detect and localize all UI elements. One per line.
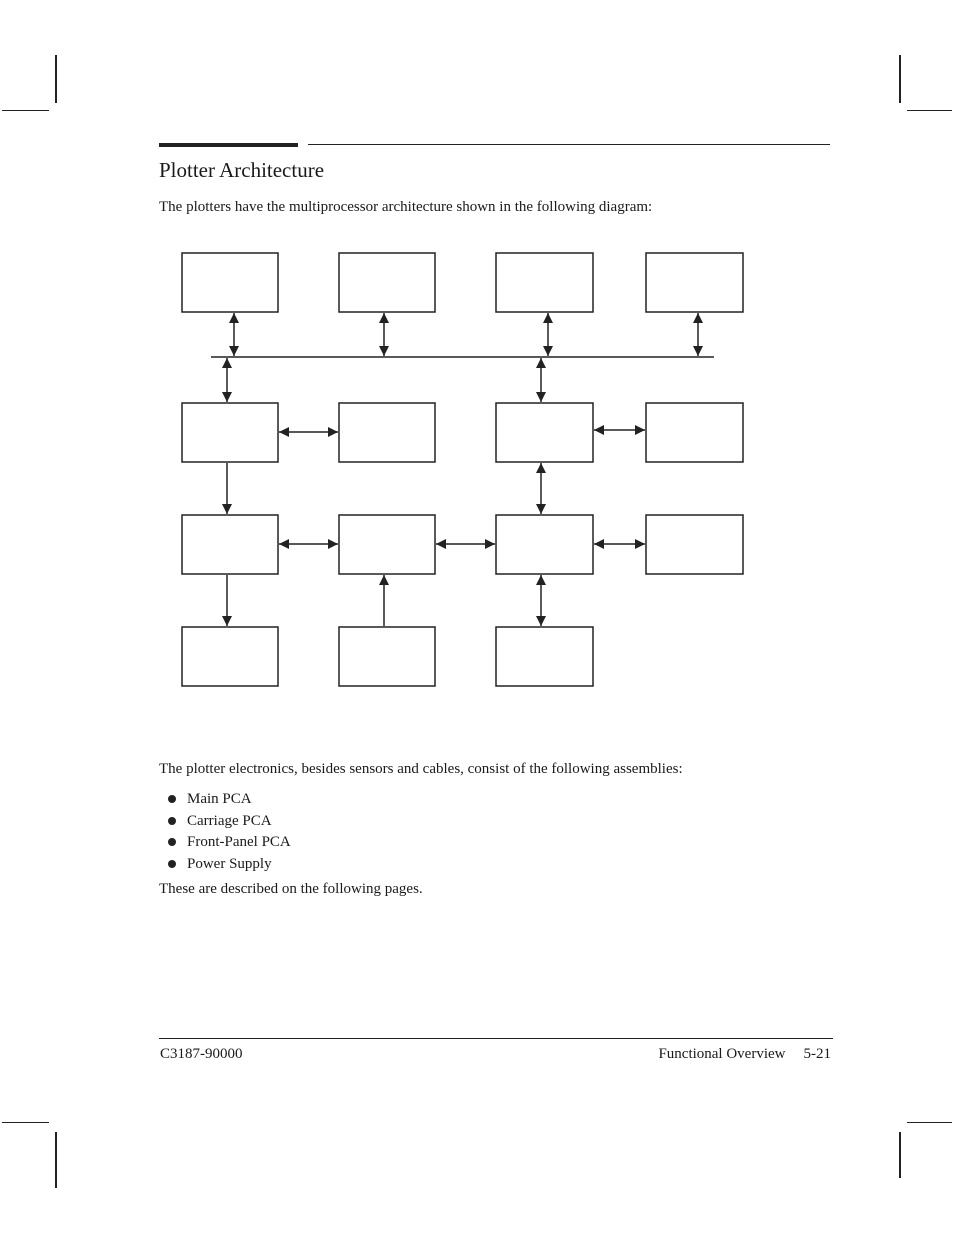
- diagram-block: [182, 515, 278, 574]
- crop-mark-top-right-horizontal: [907, 110, 952, 111]
- diagram-block: [646, 515, 743, 574]
- list-item-label: Power Supply: [187, 855, 272, 872]
- footer-doc-number: C3187-90000: [160, 1046, 243, 1062]
- crop-mark-bottom-right-vertical: [899, 1132, 901, 1178]
- diagram-block: [182, 253, 278, 312]
- list-item: [159, 789, 291, 811]
- crop-mark-top-left-vertical: [55, 55, 57, 103]
- diagram-block: [646, 403, 743, 462]
- diagram-block: [496, 515, 593, 574]
- diagram-block: [339, 403, 435, 462]
- diagram-block: [339, 515, 435, 574]
- list-item: [159, 832, 291, 854]
- assemblies-list: [159, 789, 291, 875]
- header-rule-thick: [159, 143, 298, 147]
- diagram-block: [496, 403, 593, 462]
- diagram-block: [182, 403, 278, 462]
- list-item: [159, 811, 291, 833]
- diagram-block: [182, 627, 278, 686]
- section-title: Plotter Architecture: [159, 158, 325, 182]
- diagram-block: [496, 253, 593, 312]
- assemblies-outro: These are described on the following pages.: [159, 881, 423, 897]
- footer-chapter: Functional Overview: [658, 1046, 786, 1062]
- diagram-block: [646, 253, 743, 312]
- diagram-block: [496, 627, 593, 686]
- bullet-icon: [168, 817, 176, 825]
- architecture-diagram: [170, 240, 760, 700]
- bullet-icon: [168, 838, 176, 846]
- list-item: [159, 854, 291, 876]
- footer-page-info: [658, 1046, 831, 1063]
- crop-mark-bottom-left-horizontal: [2, 1122, 49, 1123]
- bullet-icon: [168, 860, 176, 868]
- assemblies-intro: The plotter electronics, besides sensors and cables, consist of the following assemblies:: [159, 761, 683, 777]
- crop-mark-top-left-horizontal: [2, 110, 49, 111]
- bullet-icon: [168, 795, 176, 803]
- list-item-label: Main PCA: [187, 791, 252, 807]
- crop-mark-bottom-right-horizontal: [907, 1122, 952, 1123]
- diagram-block: [339, 253, 435, 312]
- list-item-label: Front-Panel PCA: [187, 834, 291, 850]
- crop-mark-top-right-vertical: [899, 55, 901, 103]
- footer-rule: [159, 1038, 833, 1039]
- header-rule-thin: [308, 144, 830, 145]
- intro-paragraph: The plotters have the multiprocessor architecture shown in the following diagram:: [159, 199, 653, 215]
- footer-page-number: 5-21: [803, 1046, 831, 1062]
- list-item-label: Carriage PCA: [187, 812, 272, 829]
- crop-mark-bottom-left-vertical: [55, 1132, 57, 1188]
- diagram-block: [339, 627, 435, 686]
